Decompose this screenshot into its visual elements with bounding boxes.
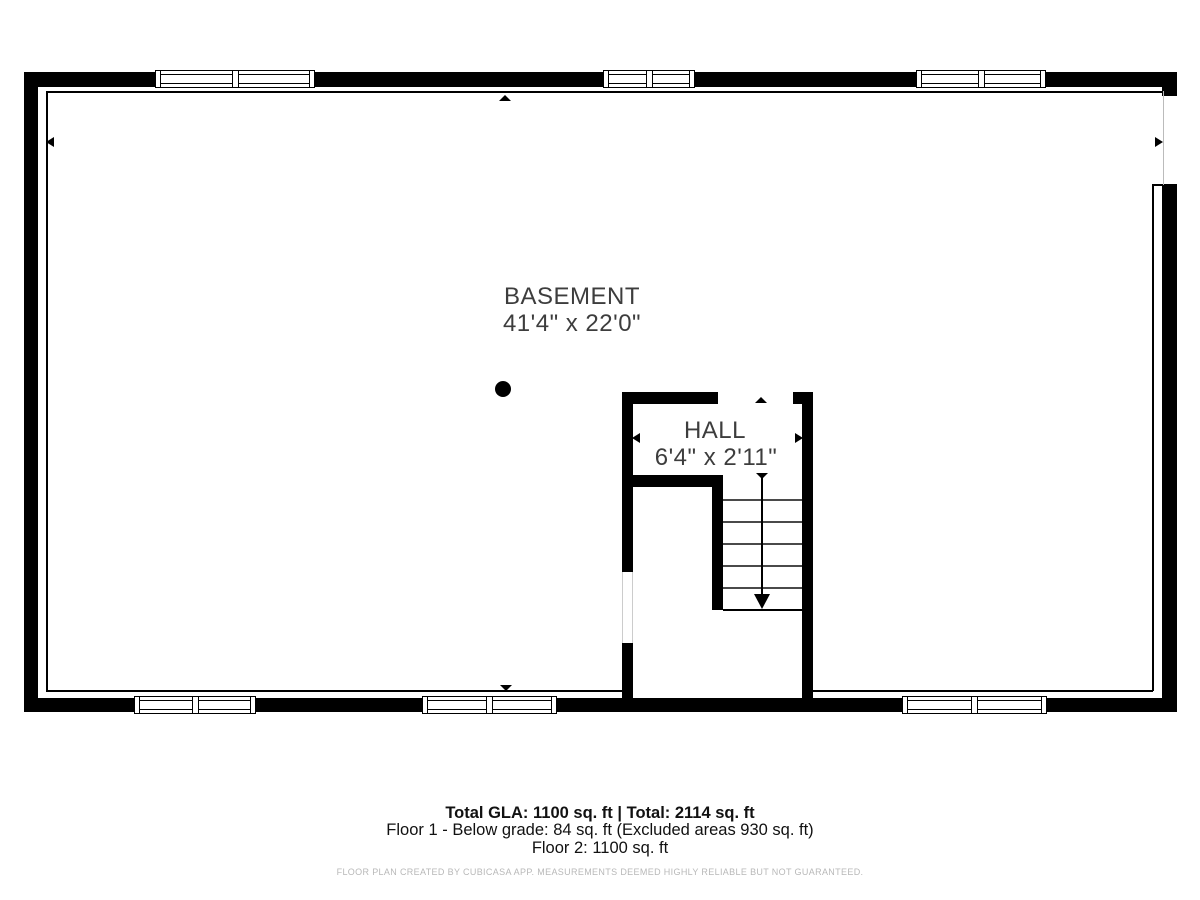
exterior-wall-left — [24, 72, 38, 712]
basement-dimensions: 41'4" x 22'0" — [502, 310, 642, 337]
window-pane — [160, 71, 233, 87]
stair-direction-arrow-line — [761, 477, 763, 597]
stair-tread — [723, 499, 802, 501]
exterior-wall-right — [1162, 184, 1177, 712]
window-pane — [608, 71, 647, 87]
wall-marker-left-icon — [46, 137, 54, 147]
hall-wall-left-lower — [622, 643, 633, 700]
window-top-right — [916, 70, 1046, 88]
interior-outline-right — [1152, 184, 1154, 691]
hall-stair-divider-wall — [622, 475, 718, 487]
window-pane — [652, 71, 691, 87]
stair-tread — [723, 587, 802, 589]
wall-marker-top-icon — [499, 95, 511, 101]
column-dot — [495, 381, 511, 397]
window-pane — [492, 697, 552, 713]
hall-wall-top — [622, 392, 718, 404]
window-pane — [238, 71, 311, 87]
window-top-left — [155, 70, 315, 88]
stair-arrow-head-icon — [754, 594, 770, 609]
window-pane — [984, 71, 1042, 87]
door-opening-edge — [632, 572, 633, 643]
basement-label: BASEMENT — [503, 283, 641, 310]
window-top-middle — [603, 70, 695, 88]
stair-wall-left — [712, 475, 723, 610]
window-bottom-middle — [422, 696, 557, 714]
wall-marker-bottom-icon — [500, 685, 512, 691]
window-pane — [198, 697, 252, 713]
window-pane — [921, 71, 979, 87]
window-pane — [907, 697, 972, 713]
area-summary — [0, 805, 1200, 857]
window-bottom-left — [134, 696, 256, 714]
hall-dimensions: 6'4" x 2'11" — [654, 444, 778, 471]
hall-label: HALL — [683, 417, 747, 444]
door-opening-edge — [622, 572, 623, 643]
stair-arrow-start-icon — [756, 473, 768, 479]
interior-outline-top — [46, 91, 1164, 93]
interior-outline-bottom-right — [813, 690, 1153, 692]
interior-outline-bottom-left — [46, 690, 622, 692]
window-pane — [427, 697, 487, 713]
disclaimer-text: FLOOR PLAN CREATED BY CUBICASA APP. MEASUREMENTS DEEMED HIGHLY RELIABLE BUT NOT GUARANTEED. — [336, 867, 864, 877]
wall-marker-right-icon — [1155, 137, 1163, 147]
window-bottom-right — [902, 696, 1047, 714]
total-gla-line: Total GLA: 1100 sq. ft | Total: 2114 sq. ft — [445, 804, 755, 822]
stair-bottom-line — [723, 609, 805, 611]
stair-top-opening-arrow-icon — [755, 397, 767, 403]
stair-tread — [723, 565, 802, 567]
window-pane — [139, 697, 193, 713]
floor2-line: Floor 2: 1100 sq. ft — [531, 838, 669, 857]
floor1-line: Floor 1 - Below grade: 84 sq. ft (Excluded areas 930 sq. ft) — [386, 821, 814, 840]
interior-outline-left — [46, 91, 48, 691]
window-pane — [977, 697, 1042, 713]
exterior-wall-right-upper-stub — [1162, 72, 1177, 96]
right-wall-opening-line — [1163, 91, 1164, 185]
stair-tread — [723, 543, 802, 545]
stair-tread — [723, 521, 802, 523]
